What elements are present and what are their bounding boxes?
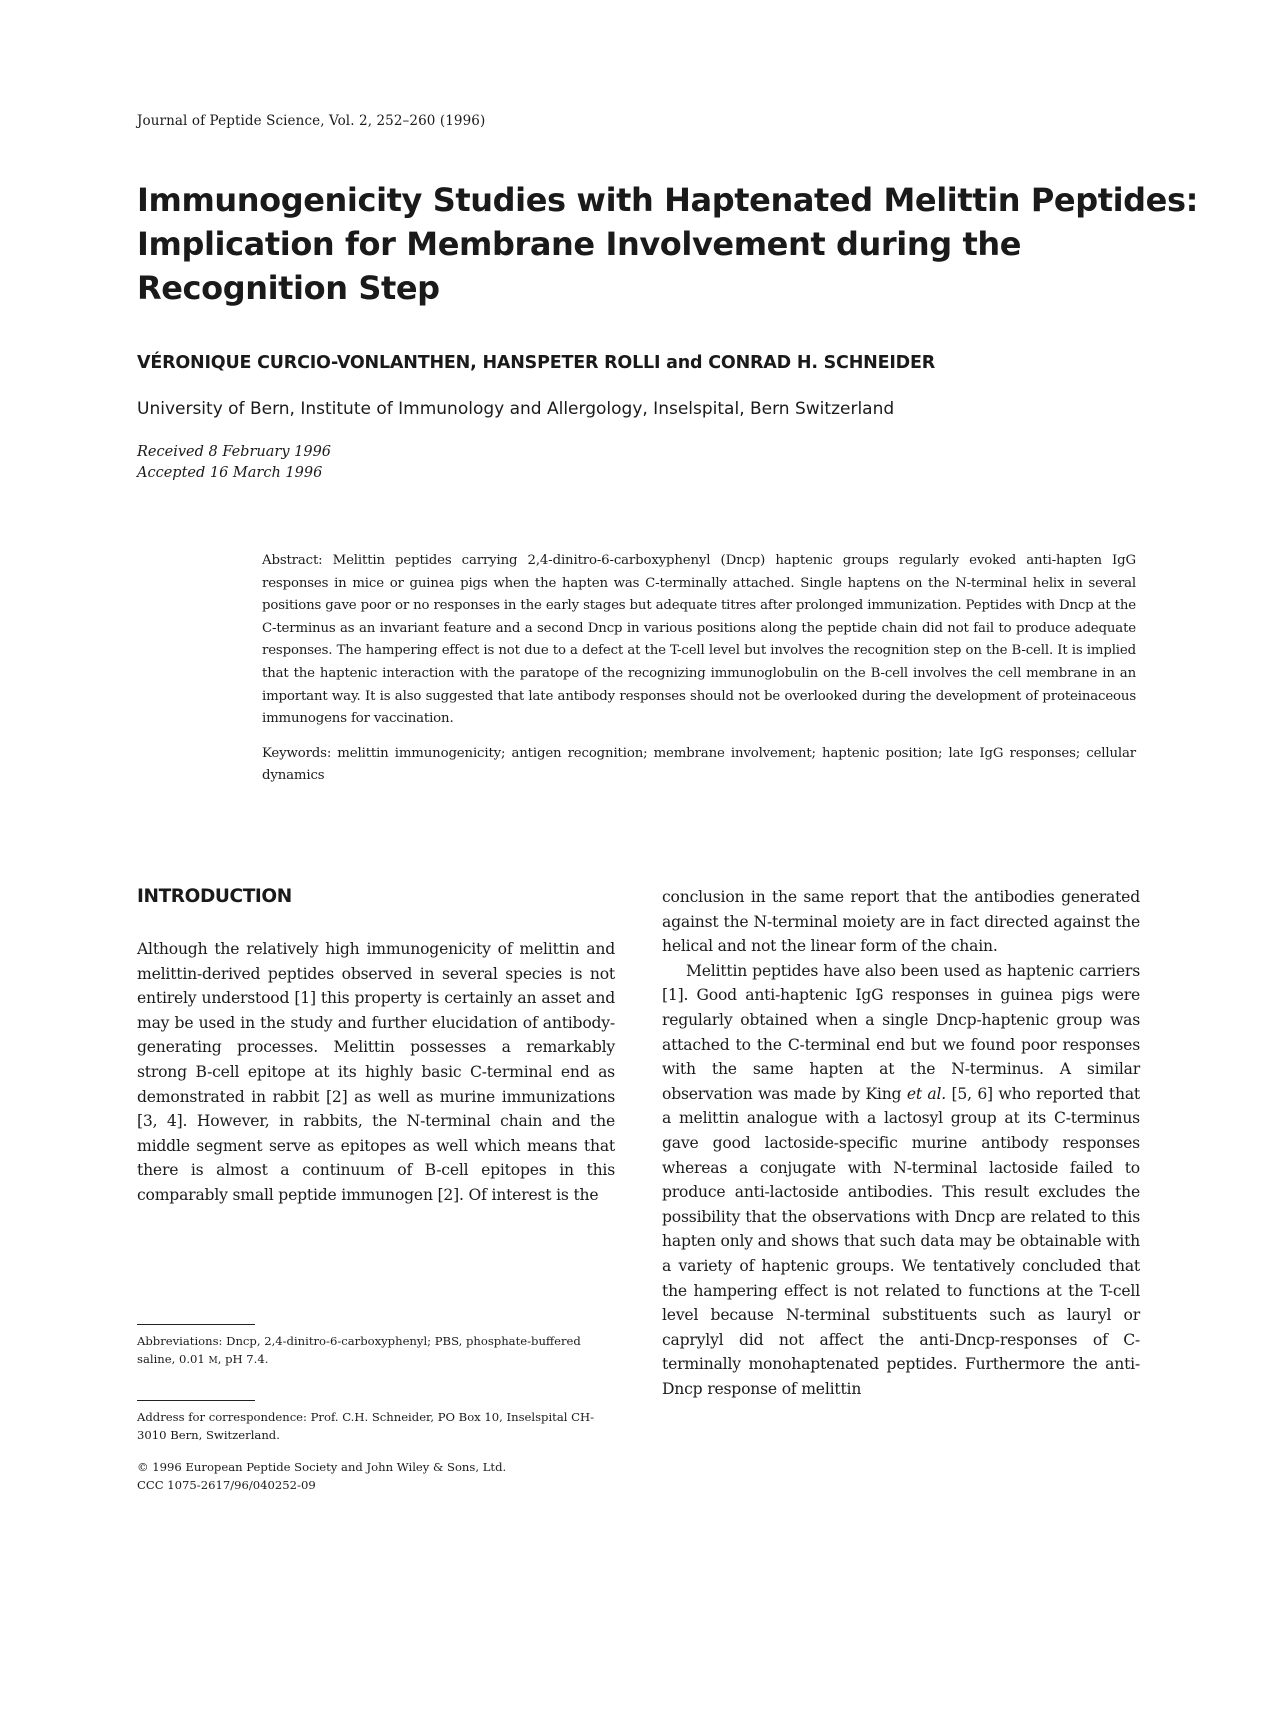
left-column: [137, 937, 615, 1208]
abstract-text: Abstract: Melittin peptides carrying 2,4-dinitro-6-carboxyphenyl (Dncp) haptenic groups regularly evoked anti-hapten IgG responses in mice or guinea pigs when the hapten was C-terminally attached. Single haptens on the N-terminal helix in several positions gave poor or no responses in the early stages but adequate titres after prolonged immunization. Peptides with Dncp at the C-terminus as an invariant feature and a second Dncp in various positions along the peptide chain did not fail to produce adequate responses. The hampering effect is not due to a defect at the T-cell level but involves the recognition step on the B-cell. It is implied that the haptenic interaction with the paratope of the recognizing immunoglobulin on the B-cell involves the cell membrane in an important way. It is also suggested that late antibody responses should not be overlooked during the development of proteinaceous immunogens for vaccination.: [262, 553, 1136, 727]
authors: VÉRONIQUE CURCIO-VONLANTHEN, HANSPETER ROLLI and CONRAD H. SCHNEIDER: [137, 353, 936, 373]
keywords: Keywords: melittin immunogenicity; antigen recognition; membrane involvement; haptenic position; late IgG responses; cellular dynamics: [262, 745, 1136, 784]
paragraph-text: Melittin peptides have also been used as haptenic carriers [1]. Good anti-haptenic IgG responses in guinea pigs were regularly obtained when a single Dncp-haptenic group was attached to the C-terminal end but we found poor responses with the same hapten at the N-terminus. A similar observation was made by King: [662, 961, 1140, 1103]
intro-paragraph: Although the relatively high immunogenicity of melittin and melittin-derived peptides observed in several species is not entirely understood [1] this property is certainly an asset and may be used in the study and further elucidation of antibody-generating processes. Melittin possesses a remarkably strong B-cell epitope at its highly basic C-terminal end as demonstrated in rabbit [2] as well as murine immunizations [3, 4]. However, in rabbits, the N-terminal chain and the middle segment serve as epitopes as well which means that there is almost a continuum of B-cell epitopes in this comparably small peptide immunogen [2]. Of interest is the: [137, 940, 615, 1204]
footnotes: [137, 1324, 615, 1494]
paragraph-text: [5, 6] who reported that a melittin analogue with a lactosyl group at its C-terminus gave good lactoside-specific murine antibody responses whereas a conjugate with N-terminal lactoside failed to produce anti-lactoside antibodies. This result excludes the possibility that the observations with Dncp are related to this hapten only and shows that such data may be obtainable with a variety of haptenic groups. We tentatively concluded that the hampering effect is not related to functions at the T-cell level because N-terminal substituents such as lauryl or caprylyl did not affect the anti-Dncp-responses of C-terminally monohaptenated peptides. Furthermore the anti-Dncp response of melittin: [662, 1084, 1140, 1398]
received-date: Received 8 February 1996: [137, 444, 332, 460]
introduction-heading: INTRODUCTION: [137, 886, 292, 907]
copyright-line: © 1996 European Peptide Society and John Wiley & Sons, Ltd.: [137, 1460, 507, 1474]
correspondence-footnote: Address for correspondence: Prof. C.H. Schneider, PO Box 10, Inselspital CH-3010 Bern, Switzerland.: [137, 1410, 595, 1442]
intro-paragraph: conclusion in the same report that the antibodies generated against the N-terminal moiety are in fact directed against the helical and not the linear form of the chain.: [662, 888, 1140, 956]
abbreviations-text: Abbreviations: Dncp, 2,4-dinitro-6-carboxyphenyl; PBS, phosphate-buffered saline, 0.01: [137, 1334, 581, 1366]
title-line: Implication for Membrane Involvement during the: [137, 225, 1022, 263]
footnote-rule: [137, 1400, 255, 1401]
right-column: [662, 885, 1140, 1401]
intro-paragraph: [662, 959, 1140, 1402]
ccc-line: CCC 1075-2617/96/040252-09: [137, 1478, 316, 1492]
footnote-rule: [137, 1324, 255, 1325]
accepted-date: Accepted 16 March 1996: [137, 465, 323, 481]
affiliation: University of Bern, Institute of Immunology and Allergology, Inselspital, Bern Switzerland: [137, 399, 895, 419]
title-line: Immunogenicity Studies with Haptenated Melittin Peptides:: [137, 181, 1199, 219]
article-title: [137, 178, 1199, 310]
abstract: [262, 550, 1136, 788]
abbreviations-footnote: [137, 1332, 615, 1370]
et-al: et al.: [906, 1084, 947, 1103]
copyright-block: [137, 1458, 615, 1494]
journal-citation: Journal of Peptide Science, Vol. 2, 252–260 (1996): [137, 113, 486, 129]
molar-unit: M: [208, 1356, 218, 1366]
article-dates: [137, 442, 331, 484]
abbreviations-text-end: , pH 7.4.: [217, 1352, 269, 1366]
title-line: Recognition Step: [137, 269, 440, 307]
